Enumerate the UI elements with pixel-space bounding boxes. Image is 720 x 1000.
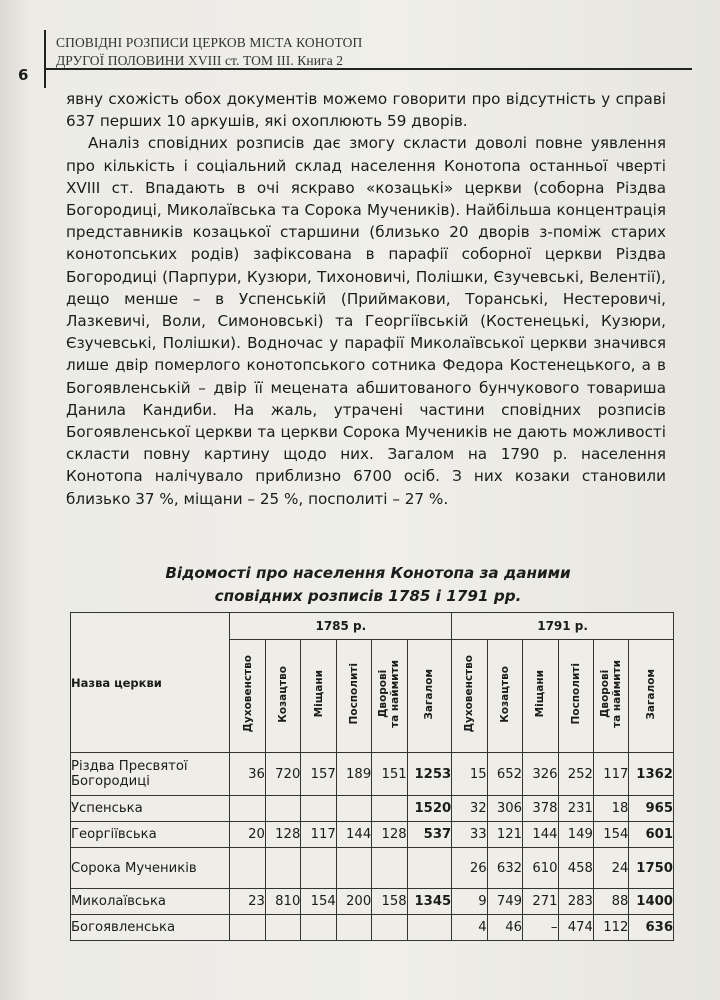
value-cell: 154: [593, 822, 628, 848]
column-header-label: Козацтво: [498, 665, 511, 723]
value-cell: 458: [558, 848, 593, 889]
header-vertical-rule: [44, 30, 46, 88]
value-cell: 158: [372, 889, 407, 915]
column-header-1791-2: [523, 640, 558, 753]
value-cell: 306: [487, 796, 522, 822]
table-title: [70, 562, 666, 608]
value-cell: 200: [336, 889, 371, 915]
value-cell: 15: [452, 753, 487, 796]
total-cell: 601: [629, 822, 674, 848]
running-head-line1: СПОВІДНІ РОЗПИСИ ЦЕРКОВ МІСТА КОНОТОП: [56, 35, 363, 50]
value-cell: 23: [230, 889, 265, 915]
table-row: [71, 796, 674, 822]
value-cell: 283: [558, 889, 593, 915]
value-cell: 632: [487, 848, 522, 889]
value-cell: [372, 848, 407, 889]
value-cell: [265, 915, 300, 941]
church-name-cell: Сорока Мучеників: [71, 848, 230, 889]
value-cell: [265, 796, 300, 822]
value-cell: 24: [593, 848, 628, 889]
value-cell: 149: [558, 822, 593, 848]
page-header: [18, 30, 698, 90]
value-cell: 151: [372, 753, 407, 796]
value-cell: [230, 915, 265, 941]
column-header-1785-1: [265, 640, 300, 753]
value-cell: [301, 915, 336, 941]
body-text: [66, 88, 666, 510]
value-cell: [230, 848, 265, 889]
column-header-1785-4: [372, 640, 407, 753]
value-cell: 154: [301, 889, 336, 915]
column-header-label: Козацтво: [277, 665, 290, 723]
value-cell: 749: [487, 889, 522, 915]
value-cell: 88: [593, 889, 628, 915]
church-column-header: Назва церкви: [71, 613, 230, 753]
value-cell: 121: [487, 822, 522, 848]
value-cell: 610: [523, 848, 558, 889]
value-cell: 231: [558, 796, 593, 822]
column-header-1785-0: [230, 640, 265, 753]
column-header-1791-0: [452, 640, 487, 753]
value-cell: 18: [593, 796, 628, 822]
value-cell: [336, 796, 371, 822]
value-cell: 33: [452, 822, 487, 848]
value-cell: 20: [230, 822, 265, 848]
total-cell: 1400: [629, 889, 674, 915]
value-cell: 378: [523, 796, 558, 822]
total-cell: 1750: [629, 848, 674, 889]
table-title-line2: сповідних розписів 1785 і 1791 рр.: [214, 587, 522, 605]
value-cell: 810: [265, 889, 300, 915]
value-cell: 9: [452, 889, 487, 915]
running-head: [56, 34, 696, 70]
value-cell: [265, 848, 300, 889]
column-header-1791-4: [593, 640, 628, 753]
value-cell: 128: [372, 822, 407, 848]
value-cell: [336, 915, 371, 941]
value-cell: 720: [265, 753, 300, 796]
total-cell: [407, 848, 452, 889]
value-cell: [301, 848, 336, 889]
value-cell: 112: [593, 915, 628, 941]
total-cell: [407, 915, 452, 941]
value-cell: 189: [336, 753, 371, 796]
value-cell: [336, 848, 371, 889]
church-name-cell: Богоявленська: [71, 915, 230, 941]
value-cell: 271: [523, 889, 558, 915]
church-name-cell: Миколаївська: [71, 889, 230, 915]
value-cell: –: [523, 915, 558, 941]
value-cell: 32: [452, 796, 487, 822]
period-1785-header: 1785 р.: [230, 613, 452, 640]
value-cell: 36: [230, 753, 265, 796]
column-header-label: Духовенство: [463, 655, 476, 733]
paragraph-1: явну схожість обох документів можемо говорити про відсутність у справі 637 перших 10 аркушів, які охоплюють 59 дворів.: [66, 90, 666, 131]
table-row: [71, 822, 674, 848]
value-cell: 117: [301, 822, 336, 848]
column-header-1785-5: [407, 640, 452, 753]
table-row: [71, 915, 674, 941]
column-header-1791-5: [629, 640, 674, 753]
value-cell: 4: [452, 915, 487, 941]
value-cell: 128: [265, 822, 300, 848]
value-cell: 144: [523, 822, 558, 848]
table-row: [71, 889, 674, 915]
value-cell: [301, 796, 336, 822]
value-cell: 157: [301, 753, 336, 796]
value-cell: 252: [558, 753, 593, 796]
column-header-label: Загалом: [423, 668, 436, 720]
column-header-1791-3: [558, 640, 593, 753]
total-cell: 1345: [407, 889, 452, 915]
value-cell: [372, 915, 407, 941]
church-name-cell: Різдва Пресвятої Богородиці: [71, 753, 230, 796]
column-header-label: Посполиті: [348, 663, 360, 725]
paragraph-2: Аналіз сповідних розписів дає змогу скласти доволі повне уявлення про кількість і соціальний склад населення Конотопа останньої чверті XVIII ст. Впадають в очі яскраво «козацькі» церкви (соборна Різдва Богородиці, Миколаївська та Сорока Мучеників). Найбільша концентрація представників козацької старшини (близько 20 дворів з-поміж старих конотопських родів) зафіксована в парафії соборної церкви Різдва Богородиці (Парпури, Кузюри, Тихоновичі, Полішки, Єзучевські, Велентії), дещо менше – в Успенській (Приймакови, Торанські, Нестеровичі, Лазкевичі, Воли, Симоновські) та Георгіївській (Костенецькі, Кузюри, Єзучевські, Полішки). Водночас у парафії Миколаївської церкви значився лише двір померлого конотопського сотника Федора Костенецького, а в Богоявленській – двір її мецената абшитованого бунчукового товариша Данила Кандиби. На жаль, утрачені частини сповідних розписів Богоявленської церкви та церкви Сорока Мучеників не дають можливості скласти повну картину щодо них. Загалом на 1790 р. населення Конотопа налічувало приблизно 6700 осіб. З них козаки становили близько 37 %, міщани – 25 %, посполиті – 27 %.: [66, 134, 666, 508]
column-header-1791-1: [487, 640, 522, 753]
page-number: 6: [18, 66, 29, 84]
value-cell: 46: [487, 915, 522, 941]
column-header-label: Дворові та наймити: [599, 660, 624, 728]
value-cell: [372, 796, 407, 822]
value-cell: 26: [452, 848, 487, 889]
table-title-line1: Відомості про населення Конотопа за даними: [165, 564, 571, 582]
value-cell: 326: [523, 753, 558, 796]
column-header-label: Духовенство: [241, 655, 254, 733]
value-cell: 117: [593, 753, 628, 796]
total-cell: 1362: [629, 753, 674, 796]
total-cell: 1253: [407, 753, 452, 796]
header-horizontal-rule: [44, 68, 692, 70]
total-cell: 965: [629, 796, 674, 822]
value-cell: 474: [558, 915, 593, 941]
value-cell: 144: [336, 822, 371, 848]
value-cell: 652: [487, 753, 522, 796]
church-name-cell: Успенська: [71, 796, 230, 822]
column-header-label: Загалом: [645, 668, 658, 720]
column-header-1785-2: [301, 640, 336, 753]
column-header-label: Міщани: [312, 670, 325, 718]
total-cell: 537: [407, 822, 452, 848]
column-header-label: Міщани: [534, 670, 547, 718]
table-row: [71, 753, 674, 796]
population-table: [70, 612, 674, 941]
table-row: [71, 848, 674, 889]
total-cell: 1520: [407, 796, 452, 822]
column-header-label: Посполиті: [569, 663, 582, 725]
column-header-label: Дворові та наймити: [377, 660, 402, 728]
running-head-line2: ДРУГОЇ ПОЛОВИНИ XVIII ст. ТОМ III. Книга 2: [56, 53, 344, 68]
value-cell: [230, 796, 265, 822]
period-1791-header: 1791 р.: [452, 613, 674, 640]
column-header-1785-3: [336, 640, 371, 753]
table-body: [71, 753, 674, 941]
church-name-cell: Георгіївська: [71, 822, 230, 848]
total-cell: 636: [629, 915, 674, 941]
